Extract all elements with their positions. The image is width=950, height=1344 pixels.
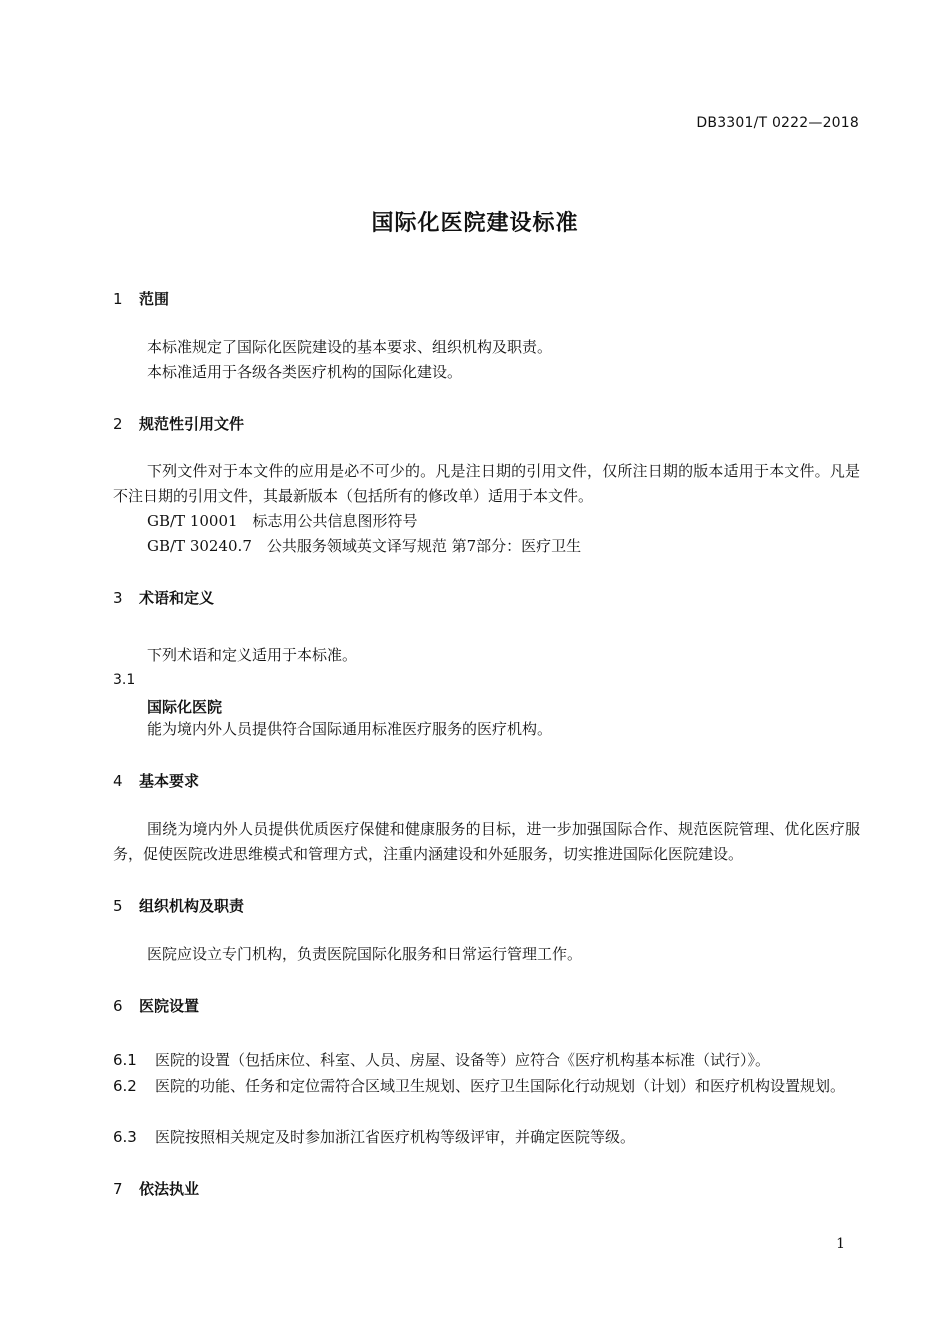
clause-text: 医院的设置（包括床位、科室、人员、房屋、设备等）应符合《医疗机构基本标准（试行）》。 (155, 1051, 771, 1069)
reference-item: GB/T 30240.7 公共服务领域英文译写规范 第7部分：医疗卫生 (147, 537, 582, 555)
clause-6-2 (113, 1074, 860, 1099)
section-2-paragraph: 下列文件对于本文件的应用是必不可少的。凡是注日期的引用文件，仅所注日期的版本适用于本文件。凡是不注日期的引用文件，其最新版本（包括所有的修改单）适用于本文件。 (113, 462, 860, 505)
section-title: 组织机构及职责 (139, 897, 245, 915)
section-5-heading (113, 895, 244, 916)
section-6-heading (113, 995, 199, 1016)
document-title: 国际化医院建设标准 (371, 211, 579, 236)
section-title: 依法执业 (139, 1180, 200, 1198)
section-1-line-1: 本标准规定了国际化医院建设的基本要求、组织机构及职责。 (147, 338, 553, 356)
section-2-heading (113, 413, 244, 434)
section-4-paragraph: 围绕为境内外人员提供优质医疗保健和健康服务的目标，进一步加强国际合作、规范医院管理、优化医疗服务，促使医院改进思维模式和管理方式，注重内涵建设和外延服务，切实推进国际化医院建设。 (113, 820, 860, 863)
section-3-heading (113, 587, 214, 608)
term-definition: 能为境内外人员提供符合国际通用标准医疗服务的医疗机构。 (147, 720, 553, 738)
section-number: 6 (113, 997, 123, 1015)
clause-6-1 (113, 1048, 860, 1073)
section-1-line-2: 本标准适用于各级各类医疗机构的国际化建设。 (147, 363, 463, 381)
clause-text: 医院的功能、任务和定位需符合区域卫生规划、医疗卫生国际化行动规划（计划）和医疗机构设置规划。 (155, 1077, 846, 1095)
clause-text: 医院按照相关规定及时参加浙江省医疗机构等级评审，并确定医院等级。 (155, 1128, 636, 1146)
section-1-heading (113, 288, 169, 309)
section-7-heading (113, 1178, 199, 1199)
section-number: 4 (113, 772, 123, 790)
section-title: 医院设置 (139, 997, 200, 1015)
term-number: 3.1 (113, 672, 136, 688)
section-5-paragraph: 医院应设立专门机构，负责医院国际化服务和日常运行管理工作。 (147, 945, 583, 963)
reference-item: GB/T 10001 标志用公共信息图形符号 (147, 512, 418, 530)
section-title: 术语和定义 (139, 589, 215, 607)
clause-6-3 (113, 1125, 860, 1150)
term-name: 国际化医院 (147, 698, 223, 716)
section-number: 2 (113, 415, 123, 433)
section-number: 5 (113, 897, 123, 915)
document-code: DB3301/T 0222—2018 (696, 115, 859, 131)
clause-number: 6.3 (113, 1128, 137, 1146)
section-number: 7 (113, 1180, 123, 1198)
section-number: 3 (113, 589, 123, 607)
section-4-heading (113, 770, 199, 791)
section-title: 基本要求 (139, 772, 200, 790)
section-title: 规范性引用文件 (139, 415, 245, 433)
section-title: 范围 (139, 290, 170, 308)
section-3-intro: 下列术语和定义适用于本标准。 (147, 646, 358, 664)
section-number: 1 (113, 290, 123, 308)
page-number: 1 (836, 1236, 845, 1252)
clause-number: 6.2 (113, 1077, 137, 1095)
clause-number: 6.1 (113, 1051, 137, 1069)
